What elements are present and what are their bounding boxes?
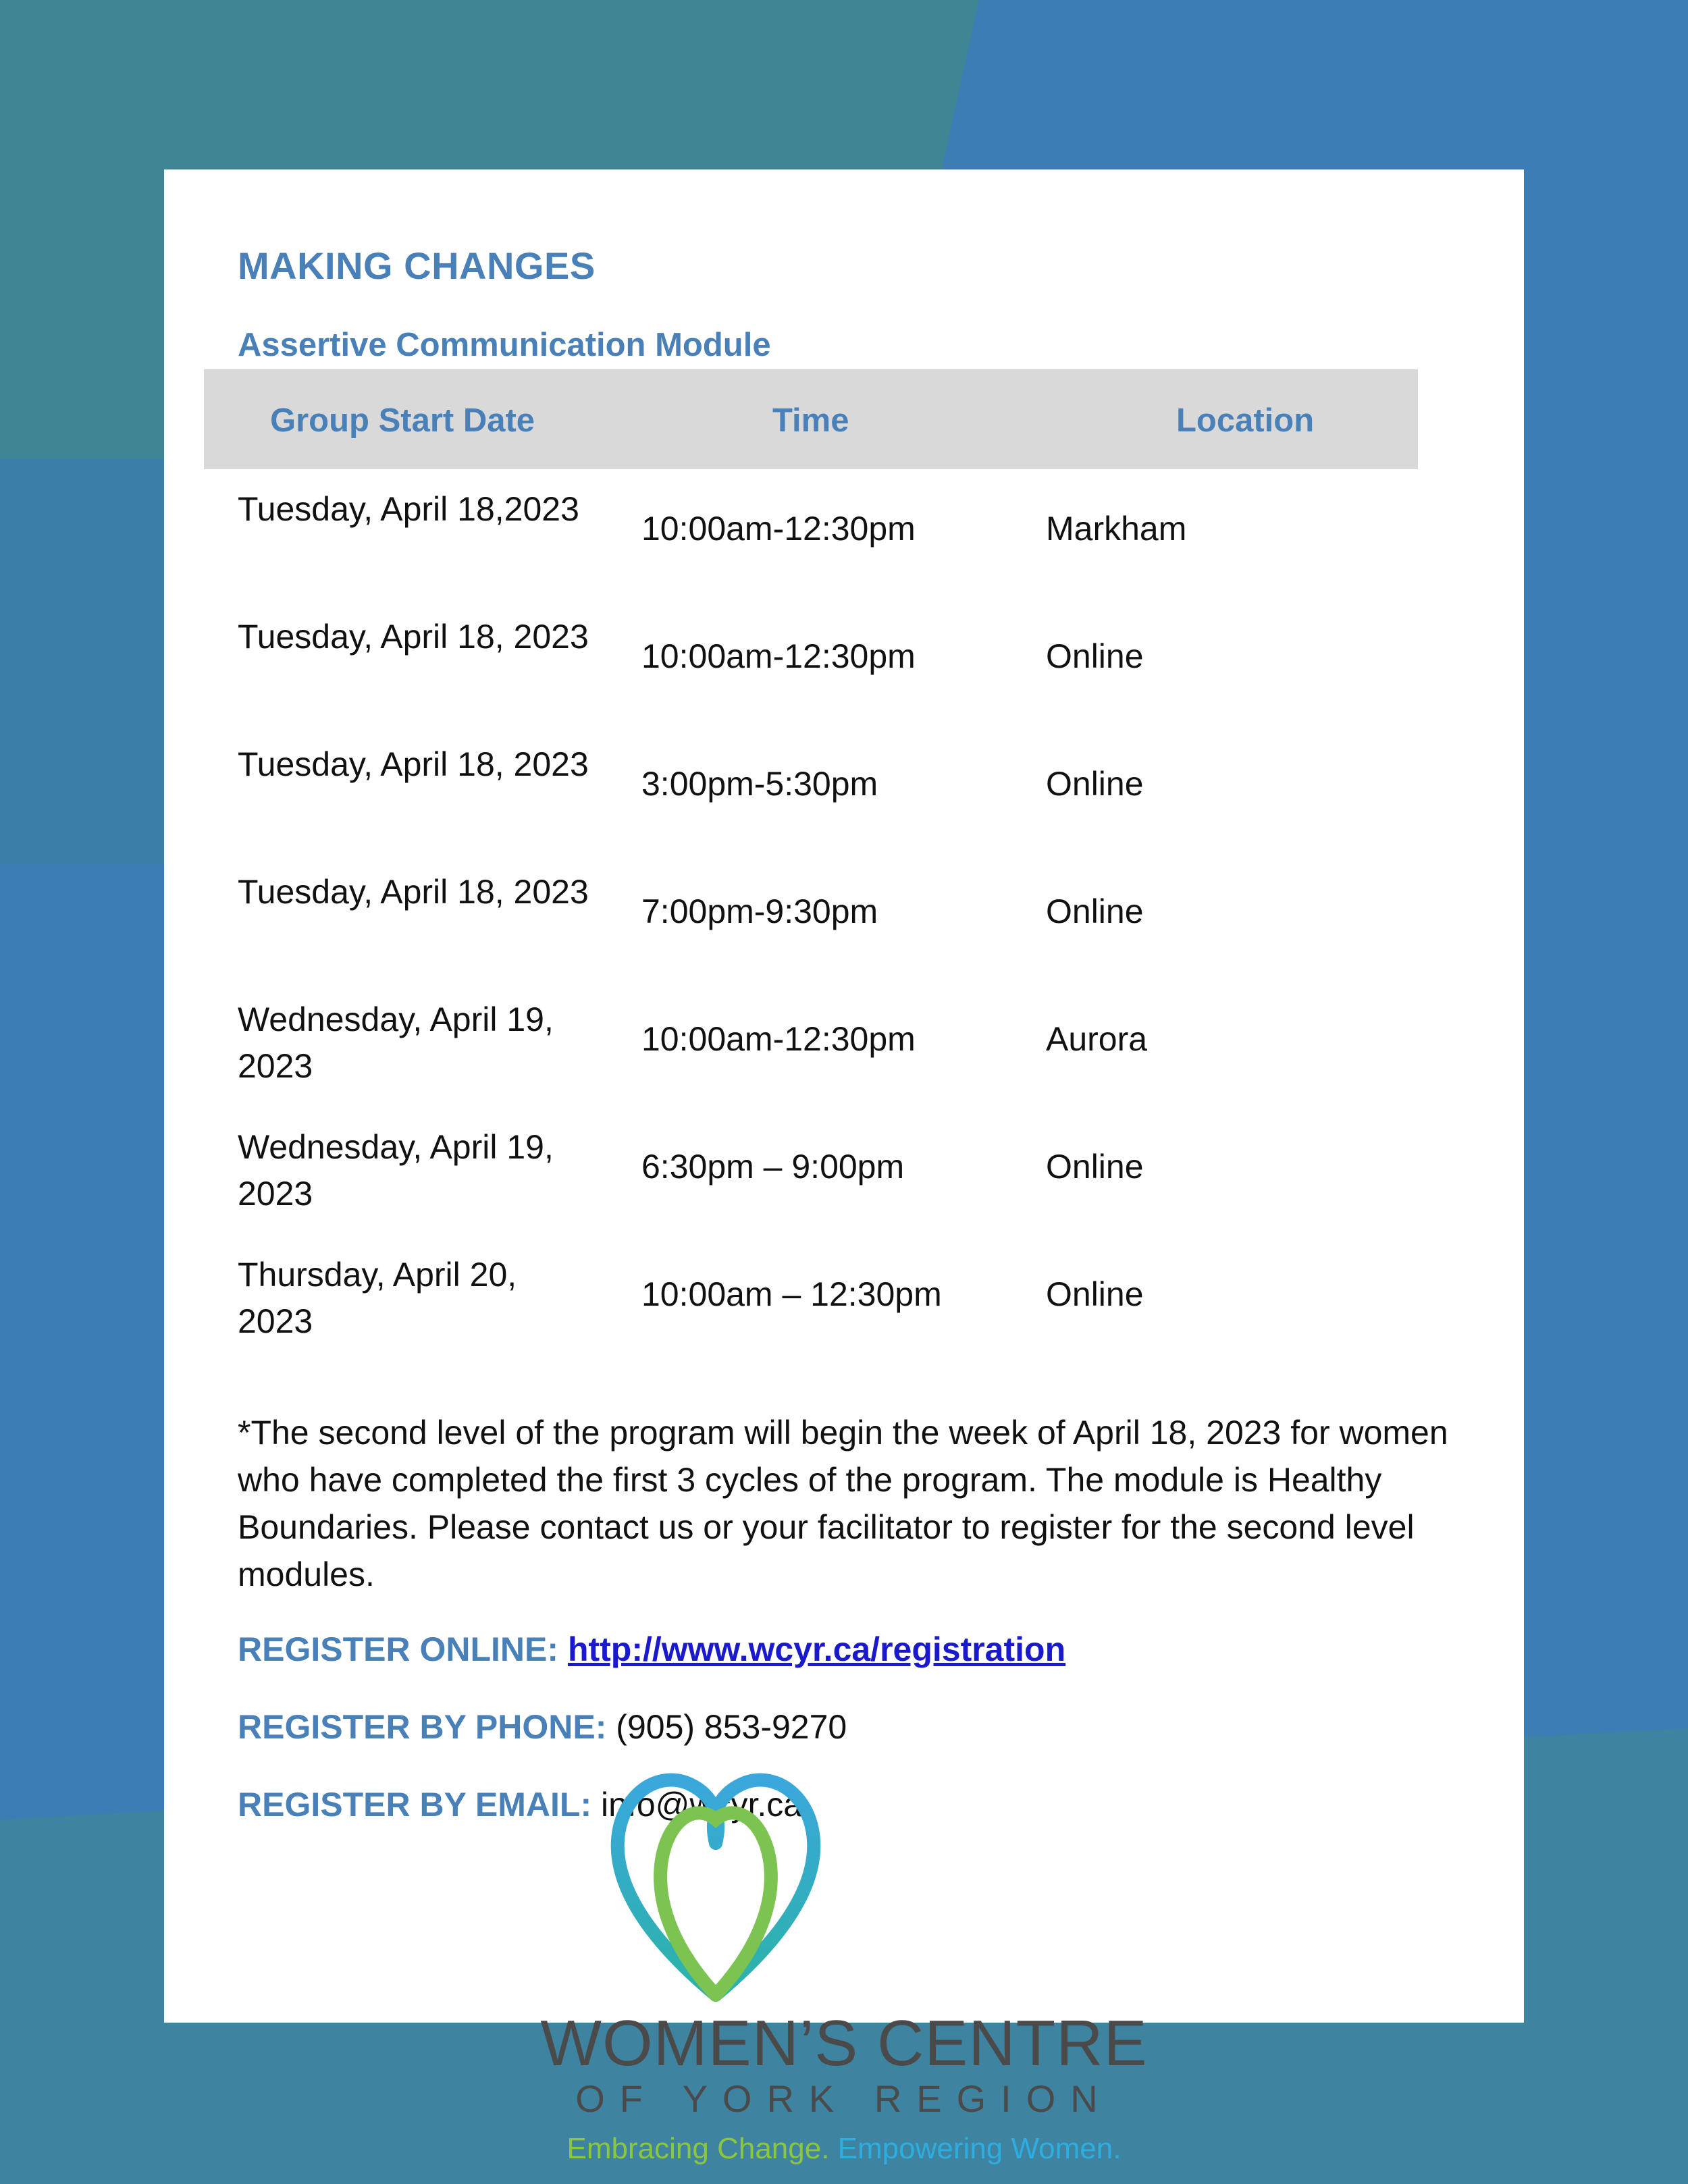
register-email-label: REGISTER BY EMAIL: (238, 1786, 592, 1823)
row-location: Online (1046, 637, 1144, 675)
table-row (164, 1107, 1524, 1235)
schedule-table-body (164, 469, 1524, 1362)
row-date: Tuesday, April 18,2023 (238, 490, 579, 528)
row-time: 10:00am-12:30pm (641, 510, 916, 548)
table-row (164, 852, 1524, 980)
table-row (164, 1235, 1524, 1362)
table-row (164, 469, 1524, 597)
table-row (164, 597, 1524, 724)
module-subtitle: Assertive Communication Module (238, 327, 771, 363)
tagline-part-b: Empowering Women. (837, 2132, 1122, 2165)
second-level-note: *The second level of the program will begin the week of April 18, 2023 for women who have completed the first 3 cycles of the program. The module is Healthy Boundaries. Please contact us or your facilitator to register for the second level modules. (238, 1414, 1448, 1593)
row-time: 3:00pm-5:30pm (641, 765, 878, 803)
row-date: Tuesday, April 18, 2023 (238, 873, 589, 911)
row-location: Online (1046, 1275, 1144, 1313)
row-location: Markham (1046, 510, 1187, 548)
row-date: Thursday, April 20, 2023 (238, 1256, 517, 1340)
row-date: Tuesday, April 18, 2023 (238, 745, 589, 783)
phone-number: (905) 853-9270 (616, 1708, 847, 1746)
row-time: 10:00am-12:30pm (641, 1020, 916, 1058)
row-date: Wednesday, April 19, 2023 (238, 1128, 554, 1213)
row-location: Online (1046, 893, 1144, 930)
tagline-part-a: Embracing Change. (566, 2132, 830, 2165)
brand-name: WOMEN’S CENTRE (540, 2007, 1148, 2079)
table-row (164, 980, 1524, 1107)
header-start-date: Group Start Date (270, 402, 535, 439)
schedule-table-header (204, 369, 1418, 469)
row-date: Wednesday, April 19, 2023 (238, 1001, 554, 1085)
row-location: Aurora (1046, 1020, 1148, 1058)
row-location: Online (1046, 765, 1144, 803)
background-shape-left (0, 459, 169, 864)
register-online-line (238, 1630, 1065, 1669)
header-time: Time (772, 402, 849, 439)
row-time: 6:30pm – 9:00pm (641, 1148, 905, 1186)
register-online-label: REGISTER ONLINE: (238, 1630, 559, 1668)
brand-tagline (0, 2132, 1688, 2166)
registration-link[interactable]: http://www.wcyr.ca/registration (567, 1630, 1066, 1668)
row-time: 7:00pm-9:30pm (641, 893, 878, 930)
row-location: Online (1046, 1148, 1144, 1186)
row-time: 10:00am – 12:30pm (641, 1275, 942, 1313)
header-location: Location (1176, 402, 1315, 439)
brand-subtitle: OF YORK REGION (575, 2077, 1113, 2120)
table-row (164, 724, 1524, 852)
register-phone-label: REGISTER BY PHONE: (238, 1708, 607, 1746)
row-time: 10:00am-12:30pm (641, 637, 916, 675)
page-title: MAKING CHANGES (238, 244, 596, 287)
row-date: Tuesday, April 18, 2023 (238, 618, 589, 656)
email-address: info@wcyr.ca (601, 1786, 803, 1823)
